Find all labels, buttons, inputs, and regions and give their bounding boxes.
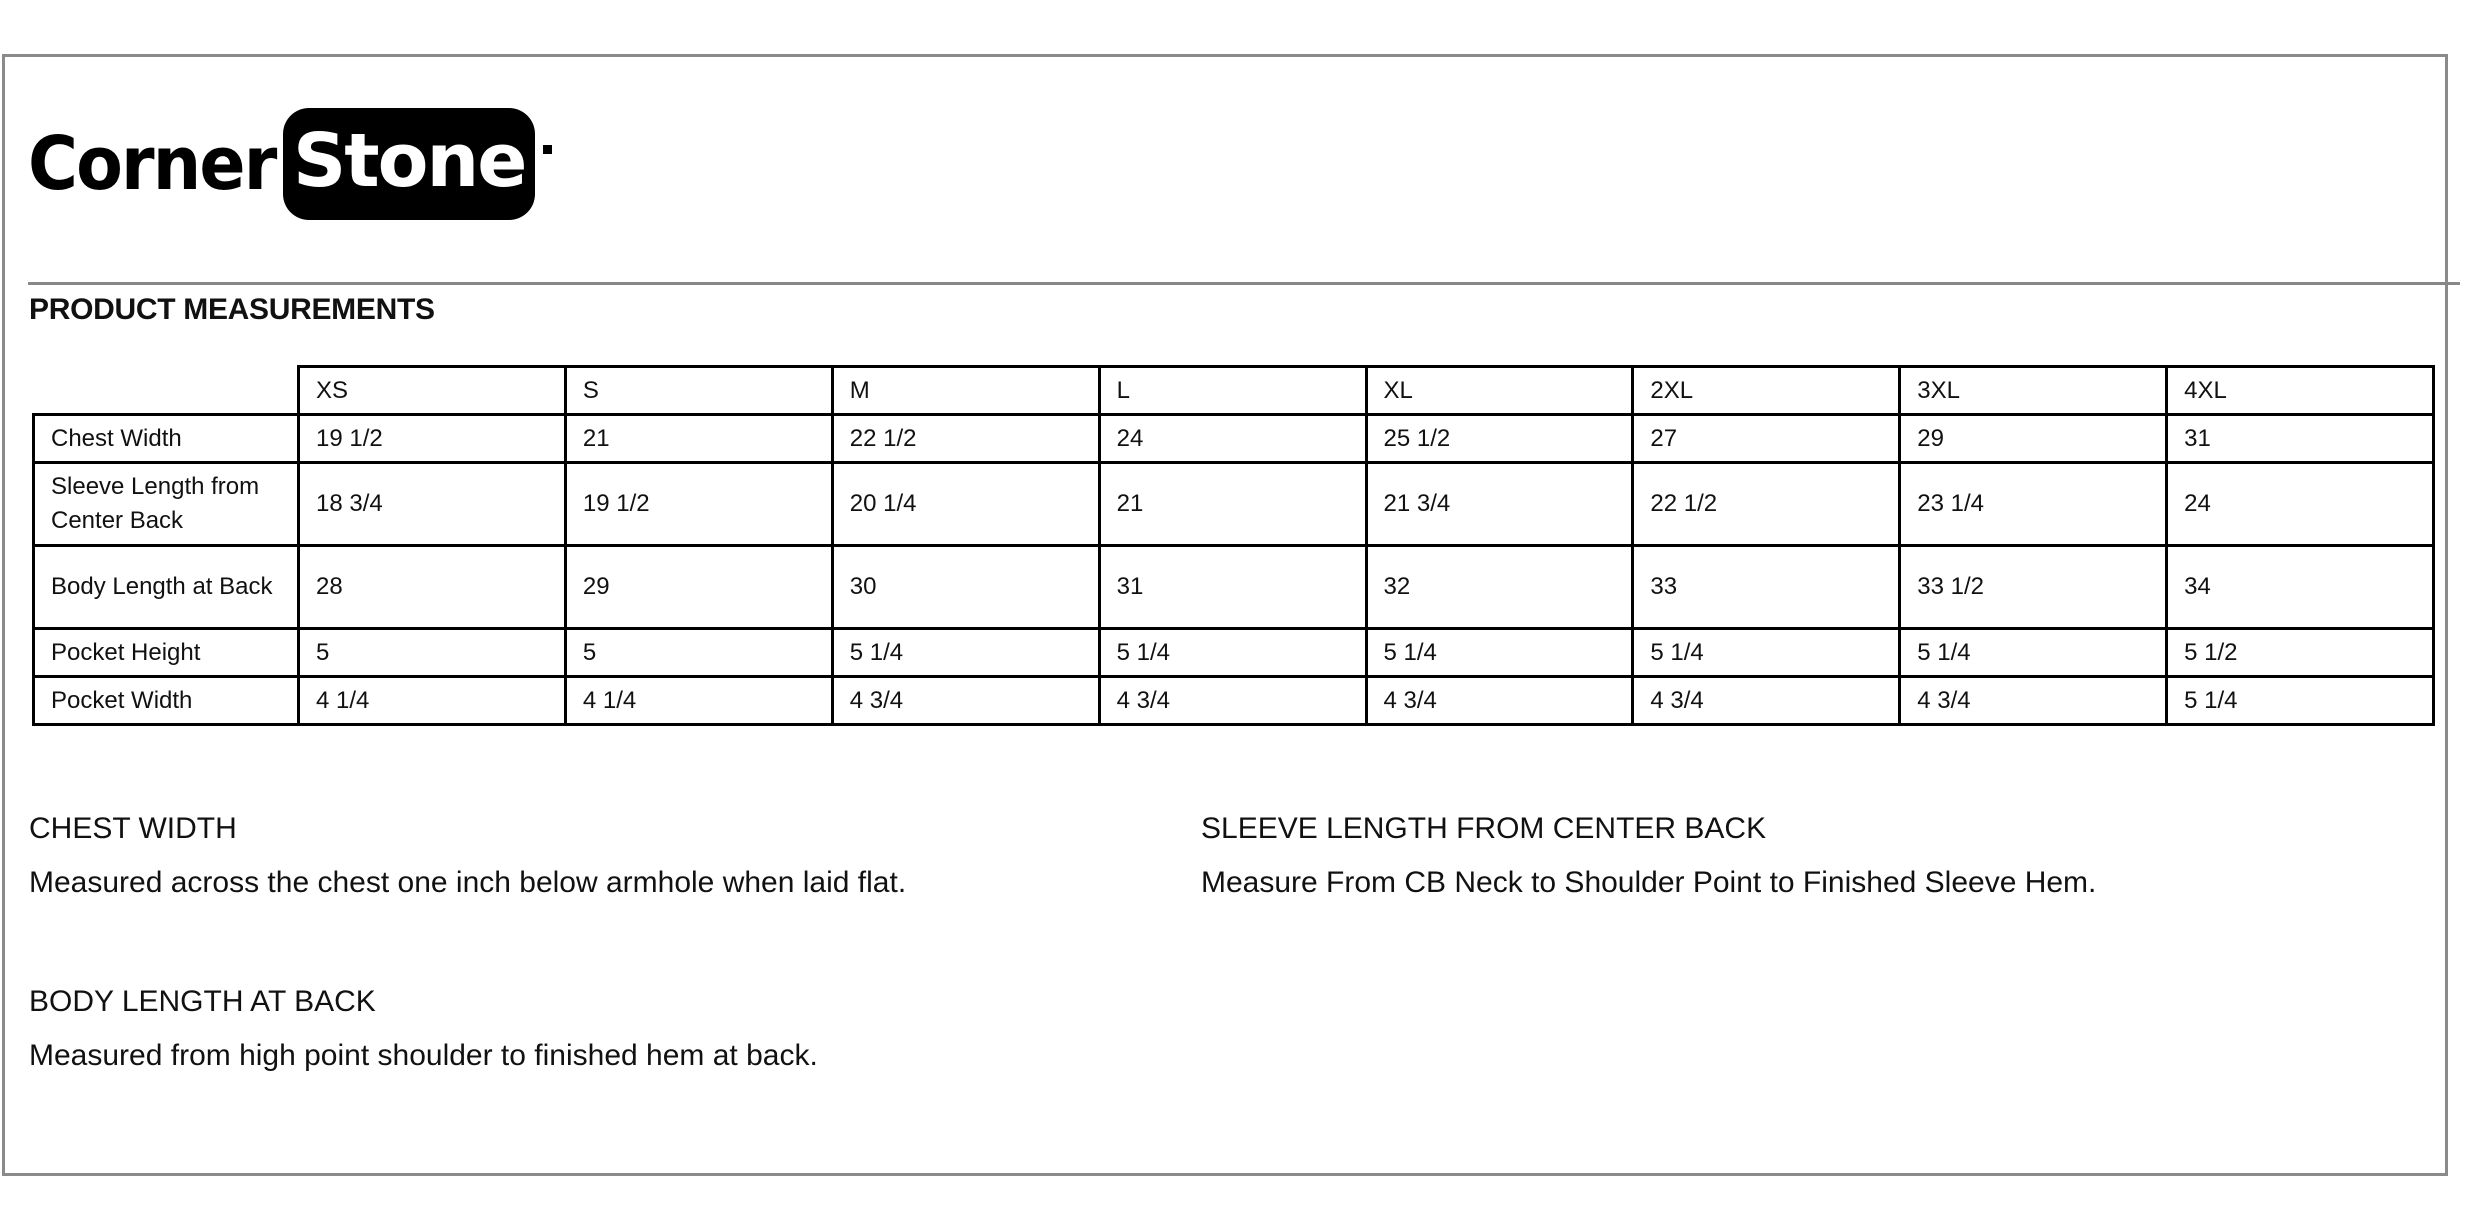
table-cell: 5 1/4	[1366, 629, 1633, 677]
size-header-s: S	[565, 367, 832, 415]
table-cell: 21	[1099, 463, 1366, 546]
size-header-2xl: 2XL	[1633, 367, 1900, 415]
table-cell: 29	[1900, 415, 2167, 463]
table-row	[34, 629, 2434, 677]
table-cell: 27	[1633, 415, 1900, 463]
table-cell: 5 1/4	[832, 629, 1099, 677]
table-cell: 25 1/2	[1366, 415, 1633, 463]
size-header-l: L	[1099, 367, 1366, 415]
description-title: SLEEVE LENGTH FROM CENTER BACK	[1201, 812, 1767, 845]
table-cell: 21	[565, 415, 832, 463]
logo-text-stone: Stone	[283, 108, 535, 220]
table-header-row	[34, 367, 2434, 415]
description-title: BODY LENGTH AT BACK	[29, 985, 376, 1018]
table-row	[34, 546, 2434, 629]
table-cell: 5 1/2	[2167, 629, 2434, 677]
description-title: CHEST WIDTH	[29, 812, 237, 845]
table-cell: 5	[299, 629, 566, 677]
table-cell: 5 1/4	[1900, 629, 2167, 677]
table-cell: 34	[2167, 546, 2434, 629]
table-cell: 24	[1099, 415, 1366, 463]
table-cell: 4 3/4	[1633, 677, 1900, 725]
table-row	[34, 677, 2434, 725]
size-header-3xl: 3XL	[1900, 367, 2167, 415]
table-cell: 4 3/4	[1366, 677, 1633, 725]
description-text: Measure From CB Neck to Shoulder Point to Finished Sleeve Hem.	[1201, 866, 2097, 899]
table-cell: 33	[1633, 546, 1900, 629]
table-cell: 19 1/2	[299, 415, 566, 463]
table-cell: 18 3/4	[299, 463, 566, 546]
table-cell: 5 1/4	[1099, 629, 1366, 677]
body-length-description	[29, 985, 818, 1073]
table-cell: 4 1/4	[299, 677, 566, 725]
table-cell: 4 3/4	[1099, 677, 1366, 725]
row-label: Pocket Height	[34, 629, 299, 677]
table-cell: 28	[299, 546, 566, 629]
table-corner-cell	[34, 367, 299, 415]
table-cell: 31	[2167, 415, 2434, 463]
table-cell: 22 1/2	[1633, 463, 1900, 546]
table-cell: 4 3/4	[1900, 677, 2167, 725]
table-cell: 5	[565, 629, 832, 677]
description-text: Measured across the chest one inch below armhole when laid flat.	[29, 866, 907, 899]
logo-text-corner: Corner	[28, 121, 276, 207]
brand-logo	[28, 108, 552, 220]
table-cell: 24	[2167, 463, 2434, 546]
table-row	[34, 415, 2434, 463]
measurements-table	[32, 365, 2435, 726]
header-divider	[28, 282, 2460, 285]
chest-width-description	[29, 812, 906, 900]
table-row	[34, 463, 2434, 546]
table-cell: 32	[1366, 546, 1633, 629]
section-title: PRODUCT MEASUREMENTS	[29, 293, 435, 326]
table-cell: 23 1/4	[1900, 463, 2167, 546]
table-cell: 19 1/2	[565, 463, 832, 546]
table-cell: 22 1/2	[832, 415, 1099, 463]
table-cell: 4 1/4	[565, 677, 832, 725]
table-cell: 33 1/2	[1900, 546, 2167, 629]
row-label: Sleeve Length from Center Back	[34, 463, 299, 546]
table-cell: 31	[1099, 546, 1366, 629]
table-cell: 30	[832, 546, 1099, 629]
size-header-xl: XL	[1366, 367, 1633, 415]
row-label: Chest Width	[34, 415, 299, 463]
size-header-4xl: 4XL	[2167, 367, 2434, 415]
size-header-xs: XS	[299, 367, 566, 415]
sleeve-length-description	[1201, 812, 2096, 900]
size-header-m: M	[832, 367, 1099, 415]
description-text: Measured from high point shoulder to finished hem at back.	[29, 1039, 818, 1072]
row-label: Body Length at Back	[34, 546, 299, 629]
logo-dot	[543, 145, 552, 154]
table-cell: 29	[565, 546, 832, 629]
table-cell: 5 1/4	[2167, 677, 2434, 725]
table-cell: 21 3/4	[1366, 463, 1633, 546]
table-cell: 4 3/4	[832, 677, 1099, 725]
table-cell: 20 1/4	[832, 463, 1099, 546]
row-label: Pocket Width	[34, 677, 299, 725]
table-cell: 5 1/4	[1633, 629, 1900, 677]
